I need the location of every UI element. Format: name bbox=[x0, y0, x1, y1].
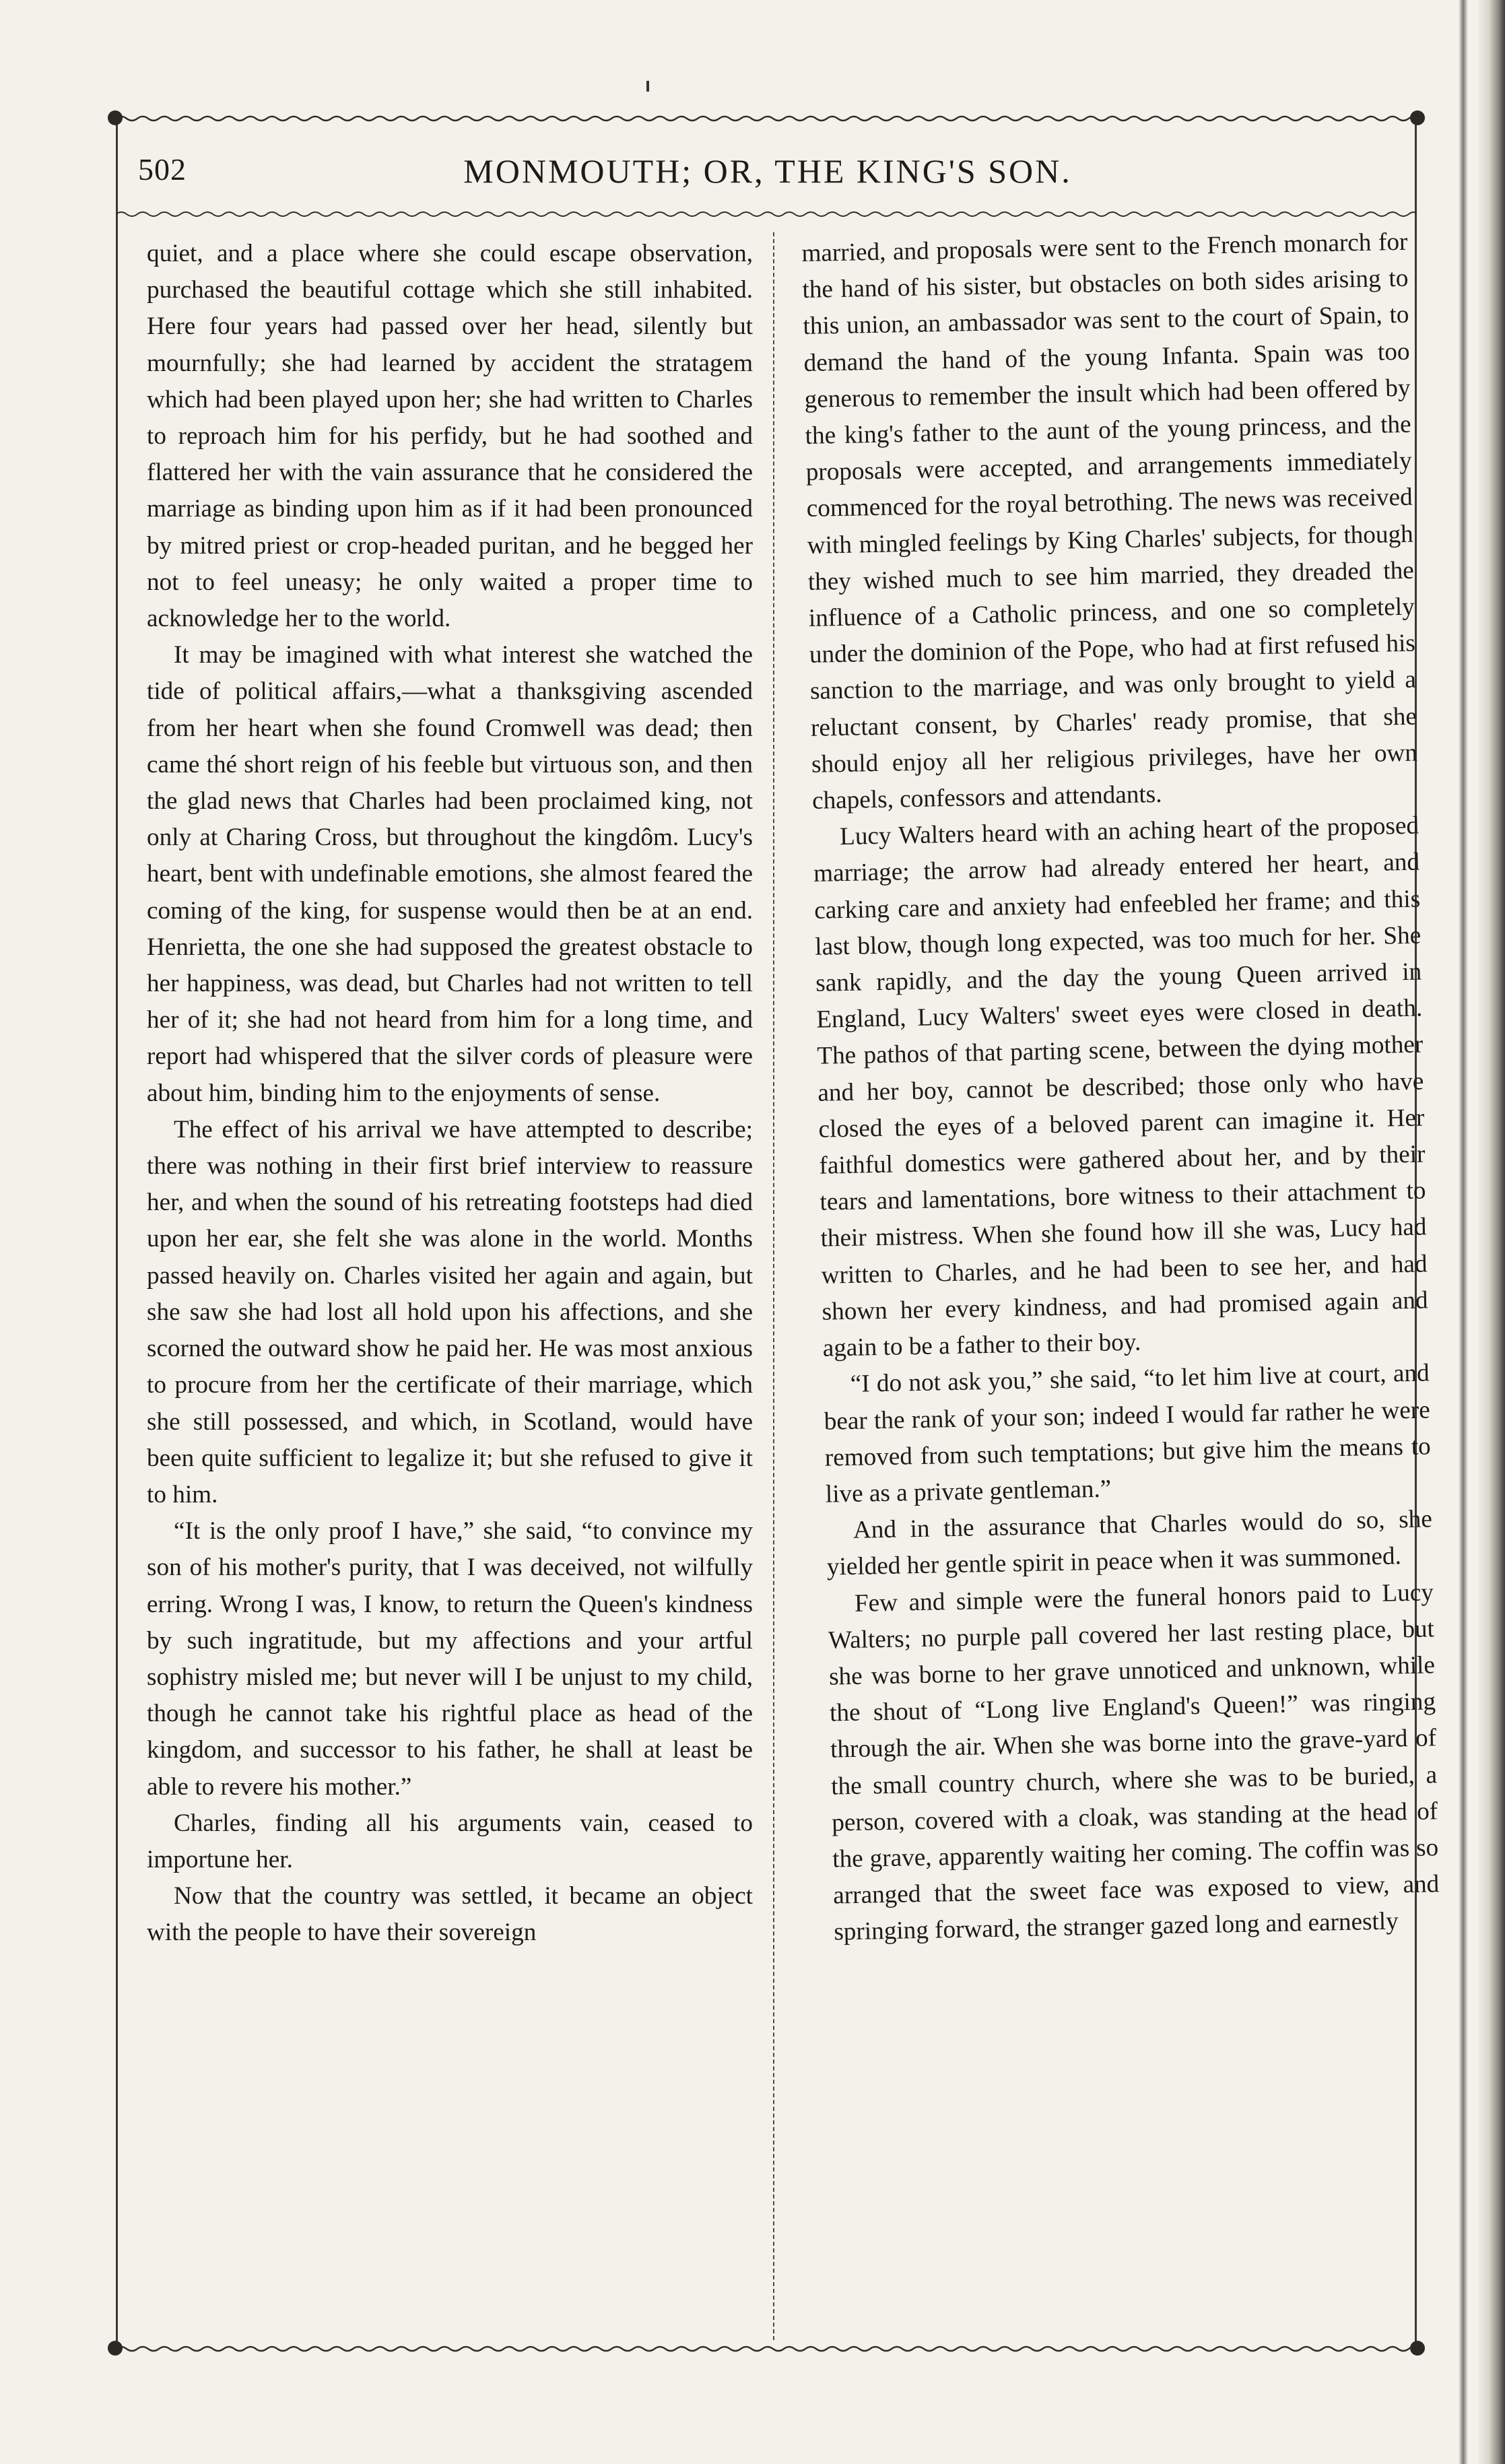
header-rule bbox=[116, 210, 1417, 218]
paragraph: “I do not ask you,” she said, “to let him live at court, and bear the rank of your son; indeed I would far rather he were removed from such temptations; but give him the means to live as a private gentleman.” bbox=[824, 1359, 1432, 1508]
ornament-top-right bbox=[1410, 110, 1425, 125]
paragraph: Lucy Walters heard with an aching heart of the proposed marriage; the arrow had already entered her heart, and carking care and anxiety had enfeebled her frame; and this last blow, though long expected, was too much for her. She sank rapidly, and the day the young Queen arrived in England, Lucy Walters' sweet eyes were closed in death. The pathos of that parting scene, between the dying mother and her boy, cannot be described; those only who have closed the eyes of a beloved parent can imagine it. Her faithful domestics were gathered about her, and by their tears and lamentations, bore witness to their attachment to their mistress. When she found how ill she was, Lucy had written to Charles, and he had been to see her, and had shown her every kindness, and had promised again and again to be a father to their boy. bbox=[813, 811, 1428, 1362]
paragraph: “It is the only proof I have,” she said, “to convince my son of his mother's purity, that I was deceived, not wilfully erring. Wrong I was, I know, to return the Queen's kindness by such ingratitude, but my affections and your artful sophistry misled me; but never will I be unjust to my child, though he cannot take his rightful place as head of the kingdom, and successor to his father, he shall at least be able to revere his mother.” bbox=[147, 1517, 753, 1801]
paragraph: quiet, and a place where she could escape observation, purchased the beautiful cottage which she still inhabited. Here four years had passed over her head, silently but mournfully; she had learned by accident the stratagem which had been played upon her; she had written to Charles to reproach him for his perfidy, but he had soothed and flattered her with the vain assurance that he considered the marriage as binding upon him as if it had been pronounced by mitred priest or crop-headed puritan, and he begged her not to feel uneasy; he only waited a proper time to acknowledge her to the world. bbox=[147, 240, 753, 633]
page-header bbox=[138, 152, 1397, 205]
paragraph: It may be imagined with what interest she watched the tide of political affairs,—what a thanksgiving ascended from her heart when she found Cromwell was dead; then came thé short reign of his feeble but virtuous son, and then the glad news that Charles had been proclaimed king, not only at Charing Cross, but throughout the kingdôm. Lucy's heart, bent with undefinable emotions, she almost feared the coming of the king, for suspense would then be at an end. Henrietta, the one she had supposed the greatest obstacle to her happiness, was dead, but Charles had not written to tell her of it; she had not heard from him for a long time, and report had whispered that the silver cords of pleasure were about him, binding him to the enjoyments of sense. bbox=[147, 641, 753, 1107]
paragraph: The effect of his arrival we have attempted to describe; there was nothing in their first brief interview to reassure her, and when the sound of his retreating footsteps had died upon her ear, she felt she was alone in the world. Months passed heavily on. Charles visited her again and again, but she saw she had lost all hold upon his affections, and she scorned the outward show he paid her. He was most anxious to procure from her the certificate of their marriage, which she still possessed, and which, in Scotland, would have been quite sufficient to legalize it; but she refused to give it to him. bbox=[147, 1115, 753, 1508]
page-number: 502 bbox=[138, 152, 187, 187]
ink-mark bbox=[646, 81, 649, 92]
top-rule bbox=[116, 114, 1417, 123]
paragraph: Charles, finding all his arguments vain, ceased to importune her. bbox=[147, 1809, 753, 1873]
right-column bbox=[801, 224, 1448, 2330]
ornament-top-left bbox=[108, 110, 123, 125]
binding-shadow bbox=[1459, 0, 1468, 2464]
paragraph: Few and simple were the funeral honors paid to Lucy Walters; no purple pall covered her last resting place, but she was borne to her grave unnoticed and unknown, while the shout of “Long live England's Queen!” was ringing through the air. When she was borne into the grave-yard of the small country church, where she was to be buried, a person, covered with a cloak, was standing at the head of the grave, apparently waiting her coming. The coffin was so arranged that the sweet face was exposed to view, and springing forward, the stranger gazed long and earnestly bbox=[828, 1578, 1440, 1946]
paragraph: And in the assurance that Charles would do so, she yielded her gentle spirit in peace when it was summoned. bbox=[826, 1505, 1433, 1581]
paragraph: married, and proposals were sent to the French monarch for the hand of his sister, but obstacles on both sides arising to this union, an ambassador was sent to the court of Spain, to demand the hand of the young Infanta. Spain was too generous to remember the insult which had been offered by the king's father to the aunt of the young princess, and the proposals were accepted, and arrangements immediately commenced for the royal betrothing. The news was received with mingled feelings by King Charles' subjects, for though they wished much to see him married, they dreaded the influence of a Catholic princess, and one so completely under the dominion of the Pope, who had at first refused his sanction to the marriage, and was only brought to yield a reluctant consent, by Charles' ready promise, that she should enjoy all her religious privileges, have her own chapels, confessors and attendants. bbox=[801, 228, 1418, 815]
page-edge bbox=[1478, 0, 1505, 2464]
ornament-bottom-right bbox=[1410, 2341, 1425, 2356]
paragraph: Now that the country was settled, it became an object with the people to have their sovereign bbox=[147, 1882, 753, 1947]
ornament-bottom-left bbox=[108, 2341, 123, 2356]
bottom-rule bbox=[116, 2345, 1417, 2353]
left-column bbox=[147, 236, 753, 2330]
column-divider bbox=[773, 232, 778, 2340]
running-title: MONMOUTH; OR, THE KING'S SON. bbox=[463, 152, 1072, 190]
